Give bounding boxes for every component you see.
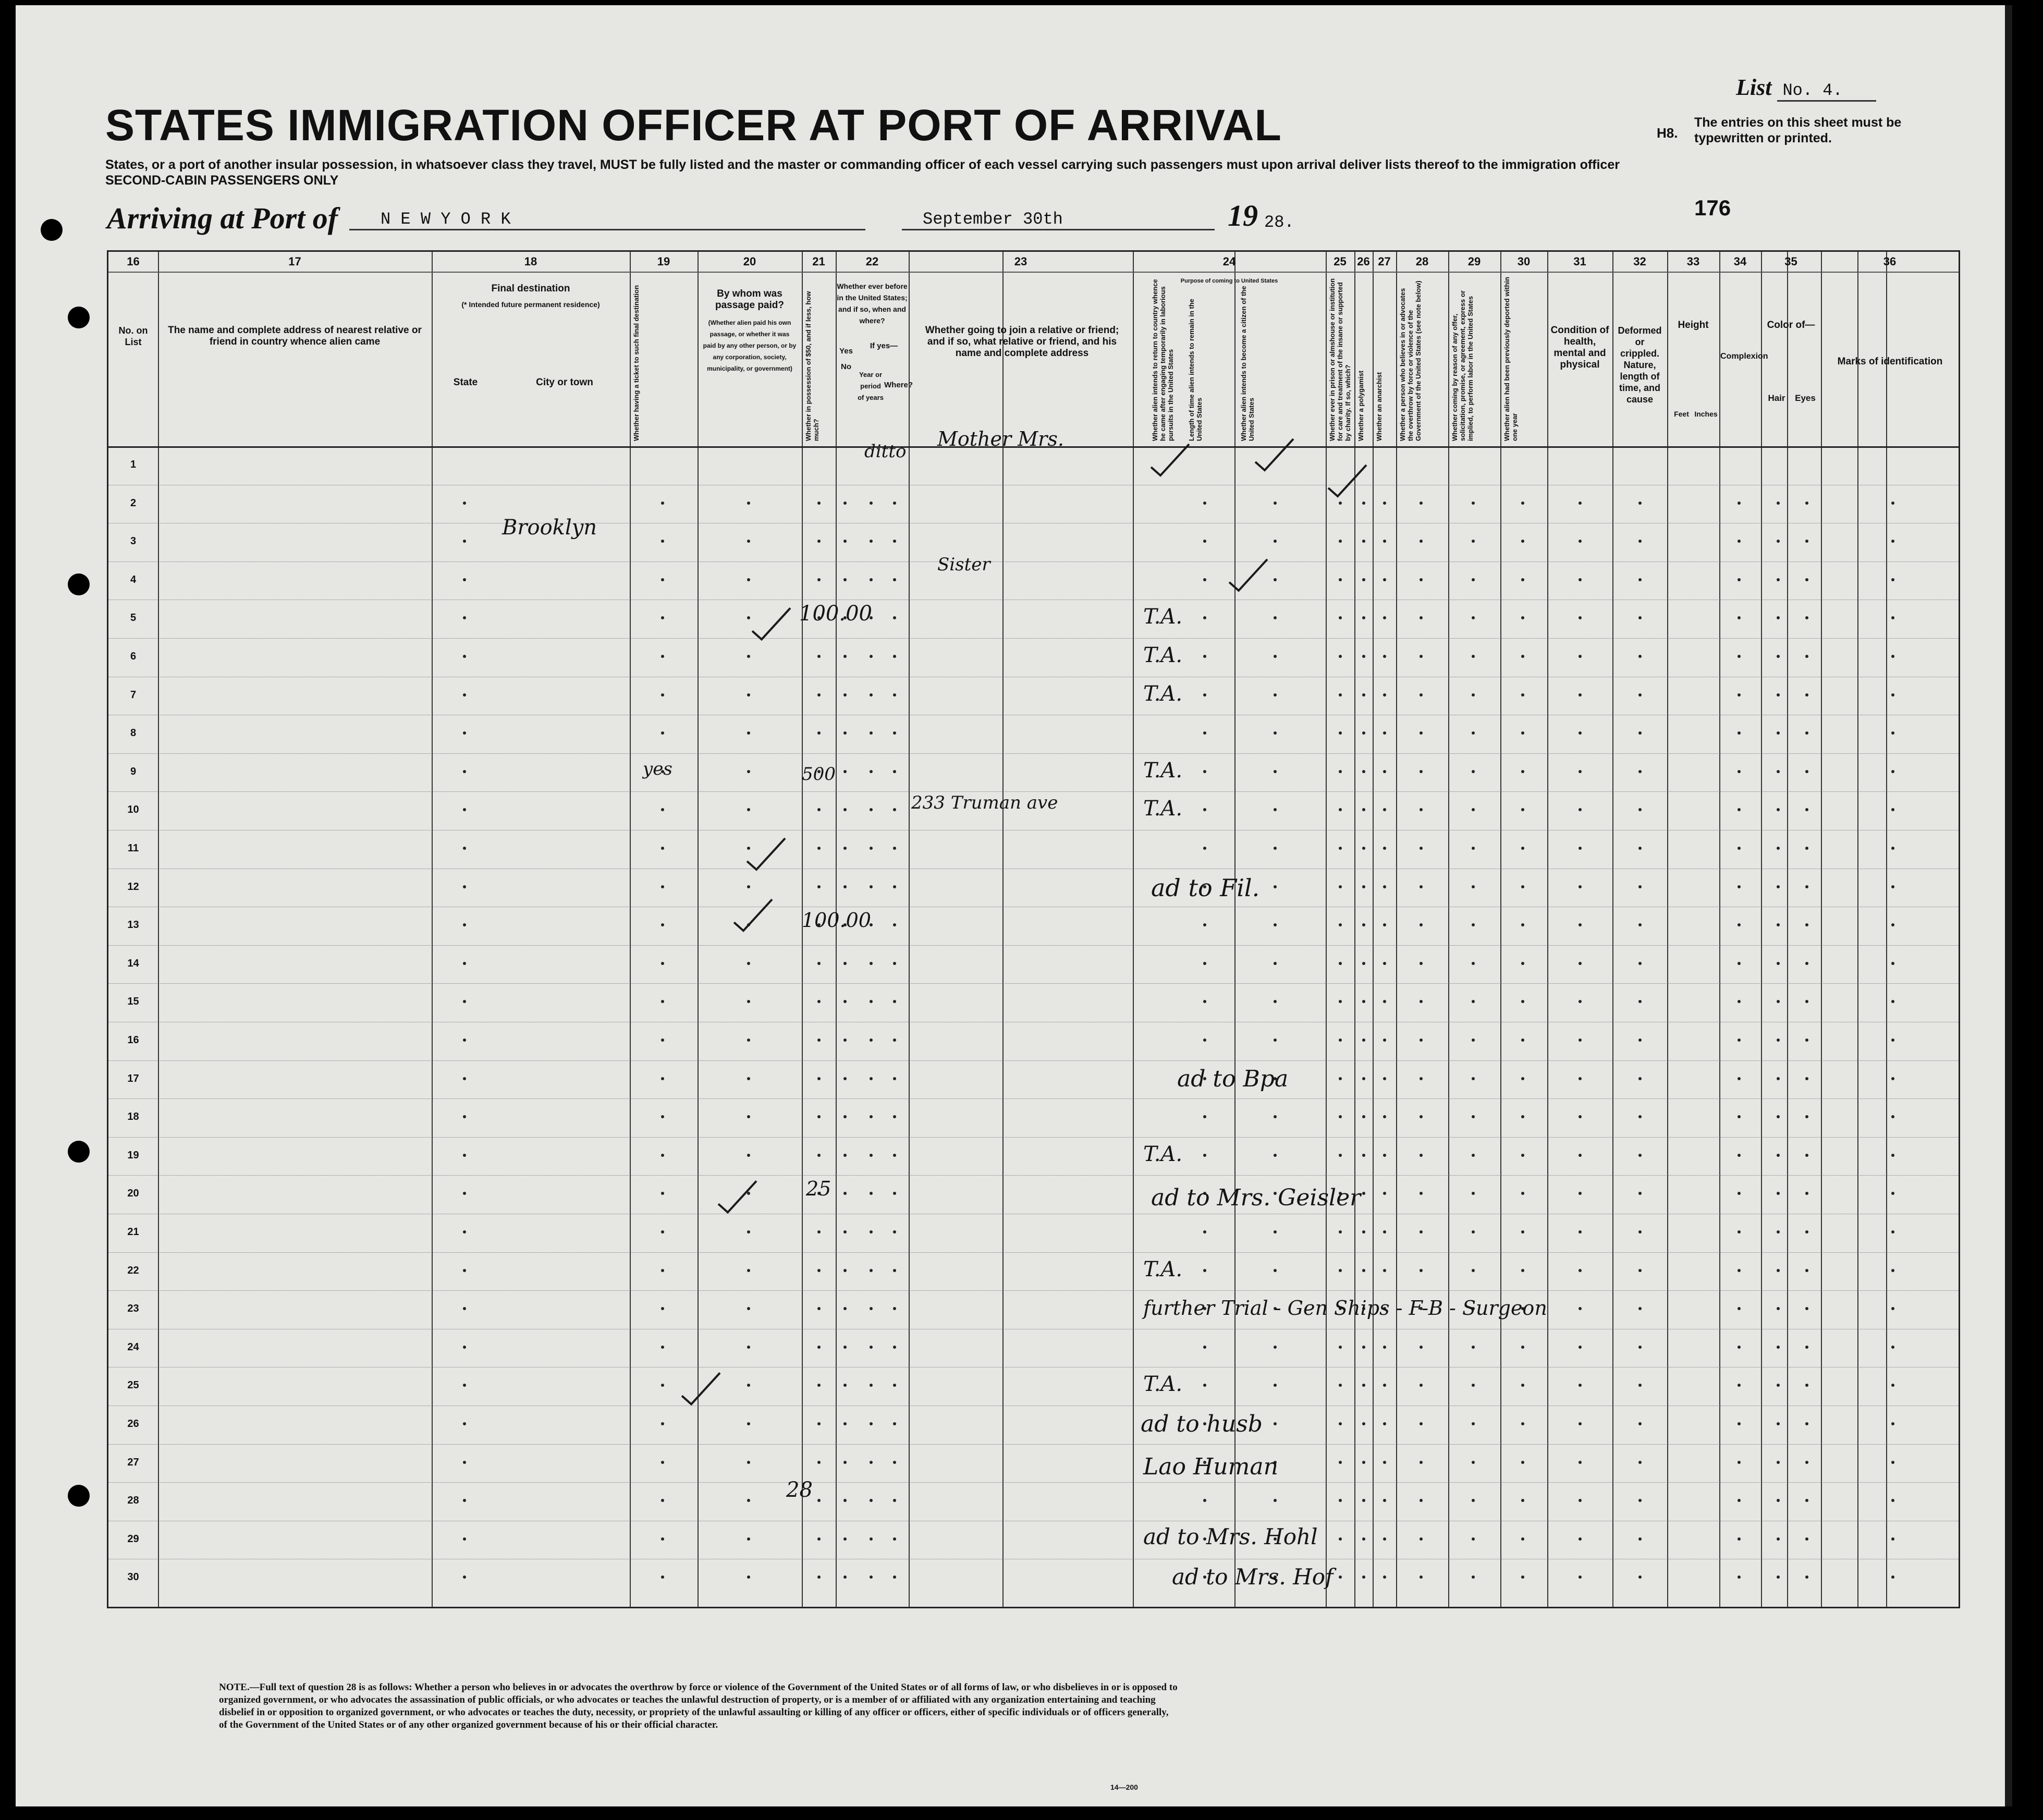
check-mark (718, 1181, 756, 1212)
handwritten-note: T.A. (1143, 681, 1183, 706)
handwritten-note: T.A. (1143, 605, 1183, 629)
row-number: 7 (130, 689, 137, 701)
column-header: Complexion (1720, 352, 1768, 361)
row-number: 15 (127, 996, 139, 1008)
port-value: N E W Y O R K (381, 210, 511, 229)
row-number: 29 (127, 1533, 139, 1545)
port-label: Arriving at Port of (107, 201, 338, 235)
row-number: 26 (127, 1418, 139, 1430)
handwritten-note: ad to Fil. (1151, 873, 1260, 902)
column-header: Deformed or crippled. Nature, length of time, and cause (1618, 325, 1662, 405)
handwritten-note: T.A. (1143, 643, 1183, 667)
row-number: 8 (130, 727, 137, 739)
check-mark (747, 838, 785, 870)
column-header-vertical: Whether alien intends to become a citizen of the United States (1240, 286, 1255, 441)
column-header: Color of— (1767, 320, 1815, 331)
column-header: If yes— (870, 341, 898, 350)
row-number: 16 (127, 1034, 139, 1046)
column-number: 23 (1014, 255, 1027, 268)
column-header: City or town (536, 377, 593, 388)
list-label: List (1736, 75, 1772, 100)
handwritten-note: 233 Truman ave (911, 792, 1058, 814)
column-header: Marks of identification (1837, 356, 1943, 367)
column-header: Feet (1674, 410, 1689, 418)
column-header: Purpose of coming to United States (1180, 278, 1278, 284)
footnote-question-28: NOTE.—Full text of question 28 is as follows: Whether a person who believes in or advocates the overthrow by force or violence of the Government of the United States or of all forms of law, or who disbelieves in or is opposed to organized government, or who advocates the assassination of public officials, or who advocates or teaches the unlawful destruction of property, or is a member of or affiliated with any organization entertaining and teaching disbelief in or opposition to organized government, or who advocates or teaches the duty, necessity, or propriety of the unlawful assaulting or killing of any officer or officers, either of specific individuals or of officers generally, of the Government of the United States or of any other organized government because of his or their official character. (219, 1682, 1178, 1730)
column-header: Inches (1694, 410, 1718, 418)
row-number: 1 (130, 459, 137, 470)
handwritten-note: T.A. (1143, 1142, 1183, 1166)
row-number: 13 (127, 919, 139, 931)
row-number: 28 (127, 1495, 139, 1507)
row-number: 24 (127, 1341, 139, 1353)
handwritten-note: T.A. (1143, 797, 1183, 821)
column-header-vertical: Whether alien intends to return to country whence he came after engaging temporarily in laborious pursuits in the United States (1151, 279, 1175, 441)
column-number: 25 (1334, 255, 1347, 268)
check-mark (682, 1373, 720, 1404)
year-prefix: 19 (1228, 199, 1258, 233)
print-stamp: 14—200 (1110, 1783, 1138, 1791)
column-number: 16 (127, 255, 140, 268)
check-mark (1328, 465, 1366, 496)
column-number: 34 (1733, 255, 1747, 268)
check-mark (1151, 444, 1189, 475)
column-header: Whether going to join a relative or friend; and if so, what relative or friend, and his name and complete address (925, 325, 1119, 359)
check-mark (1229, 559, 1267, 591)
row-number: 3 (130, 535, 137, 547)
column-header-vertical: Whether in possession of $50, and if less, how much? (804, 291, 820, 441)
punch-hole (41, 219, 63, 241)
handwritten-note: 100.00 (799, 602, 872, 626)
handwritten-note: T.A. (1143, 1257, 1183, 1281)
punch-hole (68, 307, 90, 328)
column-header: Eyes (1795, 393, 1816, 403)
row-number: 30 (127, 1571, 139, 1583)
column-number: 30 (1517, 255, 1531, 268)
row-number: 11 (127, 842, 139, 854)
column-number: 19 (657, 255, 670, 268)
date-value: September 30th (923, 210, 1063, 229)
column-header: Where? (884, 381, 913, 389)
handwritten-note: 25 (806, 1177, 831, 1201)
handwritten-note: T.A. (1143, 1372, 1183, 1397)
handwritten-note: Lao Human (1143, 1453, 1278, 1480)
column-header: No (841, 362, 851, 371)
column-number: 24 (1222, 255, 1236, 268)
column-number: 27 (1378, 255, 1391, 268)
handwritten-note: Mother Mrs. (937, 427, 1064, 450)
handwritten-note: 28 (786, 1478, 813, 1503)
check-mark (1255, 439, 1293, 470)
column-header-vertical: Whether an anarchist (1375, 372, 1383, 441)
list-number: No. 4. (1777, 81, 1876, 102)
row-number: 5 (130, 612, 137, 624)
column-number: 17 (288, 255, 301, 268)
header-class: SECOND-CABIN PASSENGERS ONLY (105, 173, 339, 188)
column-header: Yes (839, 347, 853, 356)
page-title: STATES IMMIGRATION OFFICER AT PORT OF ARRIVAL (105, 101, 1282, 150)
punch-hole (68, 573, 90, 595)
column-number: 35 (1784, 255, 1797, 268)
row-number: 18 (127, 1111, 139, 1123)
handwritten-note: yes (643, 758, 672, 779)
column-header-vertical: Whether having a ticket to such final destination (632, 285, 640, 441)
column-header: No. on List (118, 325, 148, 347)
column-number: 26 (1357, 255, 1370, 268)
column-number: 28 (1415, 255, 1429, 268)
column-header: Whether ever before in the United States; and if so, when and where? (837, 282, 908, 325)
column-number: 22 (865, 255, 879, 268)
year-suffix: 28. (1264, 213, 1294, 232)
column-number: 32 (1633, 255, 1646, 268)
handwritten-note: ad to husb (1141, 1411, 1263, 1437)
column-header: Hair (1768, 393, 1785, 403)
handwritten-note: ad to Bpa (1177, 1065, 1289, 1092)
handwritten-note: further Trial - Gen Ships - F-B - Surgeon (1143, 1297, 1547, 1320)
check-mark (752, 608, 790, 639)
column-number: 20 (743, 255, 756, 268)
column-header-vertical: Whether coming by reason of any offer, solicitation, promise, or agreement, express or implied, to perform labor in the United States (1451, 290, 1474, 441)
handwritten-note: ditto (864, 441, 907, 462)
handwritten-note: ad to Mrs. Hohl (1143, 1523, 1318, 1549)
handwritten-note: Brooklyn (502, 516, 597, 540)
row-number: 17 (127, 1072, 139, 1084)
row-number: 19 (127, 1149, 139, 1161)
column-header: Height (1678, 320, 1709, 331)
row-number: 21 (127, 1226, 139, 1238)
list-number-block (1736, 74, 1876, 102)
header-instruction: States, or a port of another insular possession, in whatsoever class they travel, MUST be fully listed and the master or commanding officer of each vessel carrying such passengers must upon arrival deliver lists thereof to the immigration officer (105, 157, 1620, 172)
column-header: Final destination (491, 283, 570, 294)
handwritten-note: Sister (937, 554, 990, 575)
row-number: 10 (127, 804, 139, 816)
port-field (349, 210, 865, 230)
column-header: By whom was passage paid? (715, 288, 784, 311)
column-header: The name and complete address of nearest relative or friend in country whence alien came (168, 325, 422, 347)
row-number: 4 (130, 573, 137, 585)
ho-mark: H8. (1657, 125, 1678, 141)
column-header-vertical: Length of time alien intends to remain in the United States (1188, 298, 1203, 441)
handwritten-note: ad to Mrs. Geisler (1151, 1184, 1361, 1212)
column-number: 29 (1467, 255, 1481, 268)
column-number: 21 (812, 255, 825, 268)
row-number: 2 (130, 497, 137, 509)
row-number: 12 (127, 881, 139, 893)
column-number: 31 (1573, 255, 1586, 268)
handwritten-note: ad to Mrs. Hof (1172, 1564, 1334, 1590)
check-marks (108, 252, 1959, 1607)
row-number: 20 (127, 1188, 139, 1200)
handwritten-note: 100.00 (802, 909, 871, 932)
column-number: 33 (1686, 255, 1700, 268)
column-header: Year or period of years (858, 371, 884, 401)
column-number: 36 (1883, 255, 1897, 268)
row-number: 23 (127, 1303, 139, 1315)
row-number: 27 (127, 1456, 139, 1468)
column-header: (Whether alien paid his own passage, or whether it was paid by any other person, or by any corporation, society, municipality, or government) (703, 319, 797, 372)
handwritten-note: T.A. (1143, 758, 1183, 783)
column-header-vertical: Whether a person who believes in or advocates the overthrow by force or violence of the Government of the United States (see note below) (1399, 280, 1422, 441)
column-header: Condition of health, mental and physical (1550, 325, 1609, 370)
manifest-sheet (16, 5, 2012, 1806)
punch-hole (68, 1485, 90, 1507)
column-header: State (453, 377, 478, 388)
row-number: 6 (130, 651, 137, 662)
row-number: 14 (127, 957, 139, 969)
manifest-table (107, 250, 1960, 1608)
typewritten-note: The entries on this sheet must be typewritten or printed. (1694, 115, 1902, 145)
column-header-vertical: Whether a polygamist (1357, 370, 1365, 441)
punch-hole (68, 1141, 90, 1163)
row-number: 22 (127, 1264, 139, 1276)
row-number: 9 (130, 765, 137, 777)
column-header-vertical: Whether ever in prison or almshouse or institution for care and treatment of the insane or supported by charity. If so, which? (1328, 278, 1352, 441)
date-field (902, 210, 1215, 230)
row-number: 25 (127, 1379, 139, 1391)
sheet-number: 176 (1694, 196, 1731, 220)
column-header: (* Intended future permanent residence) (461, 300, 600, 309)
check-mark (734, 899, 772, 931)
handwritten-note: 500 (802, 763, 836, 785)
column-number: 18 (524, 255, 537, 268)
column-header-vertical: Whether alien had been previously deported within one year (1503, 277, 1519, 441)
